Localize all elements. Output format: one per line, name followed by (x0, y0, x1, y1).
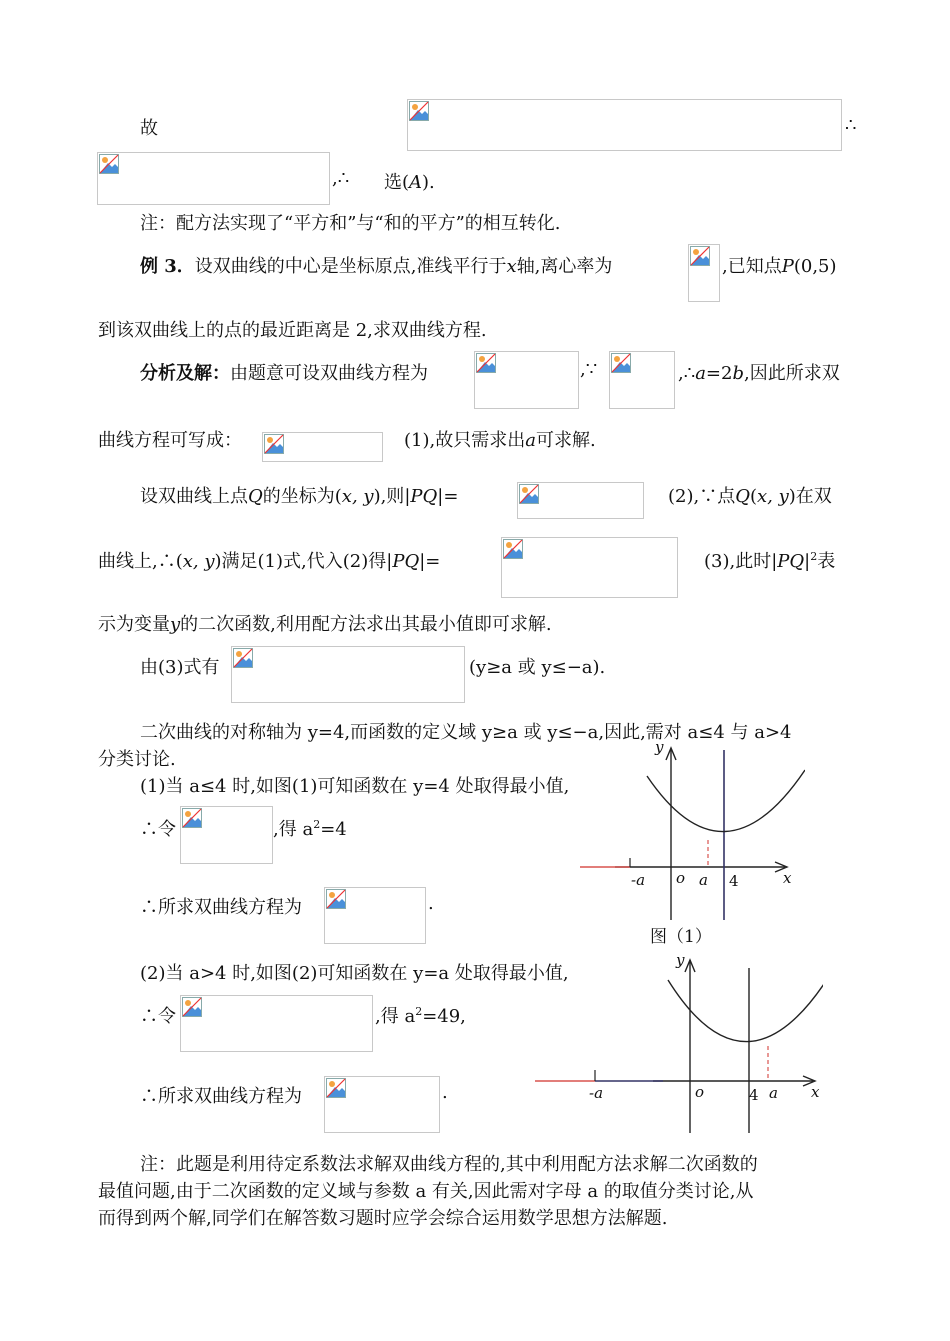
formula-image (324, 1076, 440, 1133)
para-curve-end: (3),此时$|PQ|^2$表 (704, 550, 836, 572)
formula-image (474, 351, 579, 409)
broken-image-icon (611, 353, 631, 373)
fig2-x-label: x (811, 1083, 820, 1101)
broken-image-icon (182, 997, 202, 1017)
broken-image-icon (409, 101, 429, 121)
broken-image-icon (182, 808, 202, 828)
analysis-a-eq-2b: ,∴a=2b,因此所求双 (678, 363, 840, 384)
note-2-line3: 而得到两个解,同学们在解答数习题时应学会综合运用数学思想方法解题. (98, 1208, 668, 1229)
example-3-point: ,已知点P(0,5) (722, 256, 837, 277)
note-2-line1: 注：此题是利用待定系数法求解双曲线方程的,其中利用配方法求解二次函数的 (140, 1154, 758, 1175)
fig1-y-label: y (655, 740, 664, 756)
fig2-neg-a-label: -a (589, 1084, 604, 1102)
case1-answer-label: ∴所求双曲线方程为 (140, 897, 302, 918)
analysis-line2: 曲线方程可写成： (98, 430, 242, 451)
formula-image (180, 995, 373, 1052)
fig1-origin-label: o (676, 869, 686, 887)
case2-result: ,得 $a^2=49$, (375, 1005, 466, 1027)
broken-image-icon (503, 539, 523, 559)
formula-image (231, 646, 465, 703)
broken-image-icon (233, 648, 253, 668)
broken-image-icon (476, 353, 496, 373)
fig2-four-label: 4 (749, 1086, 759, 1104)
broken-image-icon (326, 1078, 346, 1098)
formula-image (407, 99, 842, 151)
axis-para-line1: 二次曲线的对称轴为 y=4,而函数的定义域 y≥a 或 y≤−a,因此,需对 a≤4 与 a>4 (140, 722, 792, 743)
formula-image (688, 244, 720, 302)
fig2-parabola (668, 970, 823, 1042)
figure-1 (575, 740, 805, 950)
case1-line1: (1)当 a≤4 时,如图(1)可知函数在 y=4 处取得最小值, (140, 776, 570, 797)
fig2-origin-label: o (695, 1083, 705, 1101)
case1-dot: . (428, 893, 434, 914)
example-3-line1: 例 3．设双曲线的中心是坐标原点,准线平行于x轴,离心率为 (140, 256, 613, 277)
case1-ling: ∴令 (140, 819, 176, 840)
text-choice: 选(A). (384, 172, 435, 193)
figure-2 (533, 948, 823, 1138)
broken-image-icon (99, 154, 119, 174)
from3-label: 由(3)式有 (140, 657, 220, 678)
fig1-x-label: x (783, 869, 792, 887)
broken-image-icon (264, 434, 284, 454)
from3-condition: (y≥a 或 y≤−a). (469, 657, 606, 678)
formula-image (262, 432, 383, 462)
text-gu: 故 (140, 118, 158, 139)
text-comma-therefore: ,∴ (332, 168, 350, 189)
therefore-symbol: ∴ (845, 115, 857, 136)
case2-answer-label: ∴所求双曲线方程为 (140, 1086, 302, 1107)
case2-line1: (2)当 a>4 时,如图(2)可知函数在 y=a 处取得最小值, (140, 963, 569, 984)
para-curve-line2: 示为变量y的二次函数,利用配方法求出其最小值即可求解. (98, 614, 552, 635)
broken-image-icon (690, 246, 710, 266)
formula-image (501, 537, 678, 598)
formula-image (609, 351, 675, 409)
para-q-line1: 设双曲线上点Q的坐标为(x, y),则|PQ|= (140, 486, 459, 507)
note-1: 注：配方法实现了“平方和”与“和的平方”的相互转化. (140, 213, 561, 234)
fig1-a-label: a (699, 871, 708, 889)
formula-image (97, 152, 330, 205)
case2-dot: . (442, 1082, 448, 1103)
analysis-line2-end: (1),故只需求出a可求解. (404, 430, 596, 451)
axis-para-line2: 分类讨论. (98, 749, 176, 770)
broken-image-icon (326, 889, 346, 909)
case1-result: ,得 $a^2=4$ (273, 818, 347, 840)
fig2-a-label: a (769, 1084, 778, 1102)
formula-image (180, 806, 273, 864)
fig1-caption: 图（1） (650, 927, 712, 947)
formula-image (517, 482, 644, 519)
para-q-end: (2),∵点Q(x, y)在双 (668, 486, 832, 507)
fig1-neg-a-label: -a (631, 871, 646, 889)
broken-image-icon (519, 484, 539, 504)
formula-image (324, 887, 426, 944)
fig1-four-label: 4 (729, 872, 739, 890)
analysis-line1: 分析及解：由题意可设双曲线方程为 (140, 363, 428, 384)
example-3-line2: 到该双曲线上的点的最近距离是 2,求双曲线方程. (98, 320, 487, 341)
case2-ling: ∴令 (140, 1006, 176, 1027)
analysis-because: ,∵ (580, 359, 598, 380)
note-2-line2: 最值问题,由于二次函数的定义域与参数 a 有关,因此需对字母 a 的取值分类讨论,从 (98, 1181, 754, 1202)
para-curve-line1: 曲线上,∴(x, y)满足(1)式,代入(2)得|PQ|= (98, 551, 441, 572)
fig2-y-label: y (676, 951, 685, 969)
